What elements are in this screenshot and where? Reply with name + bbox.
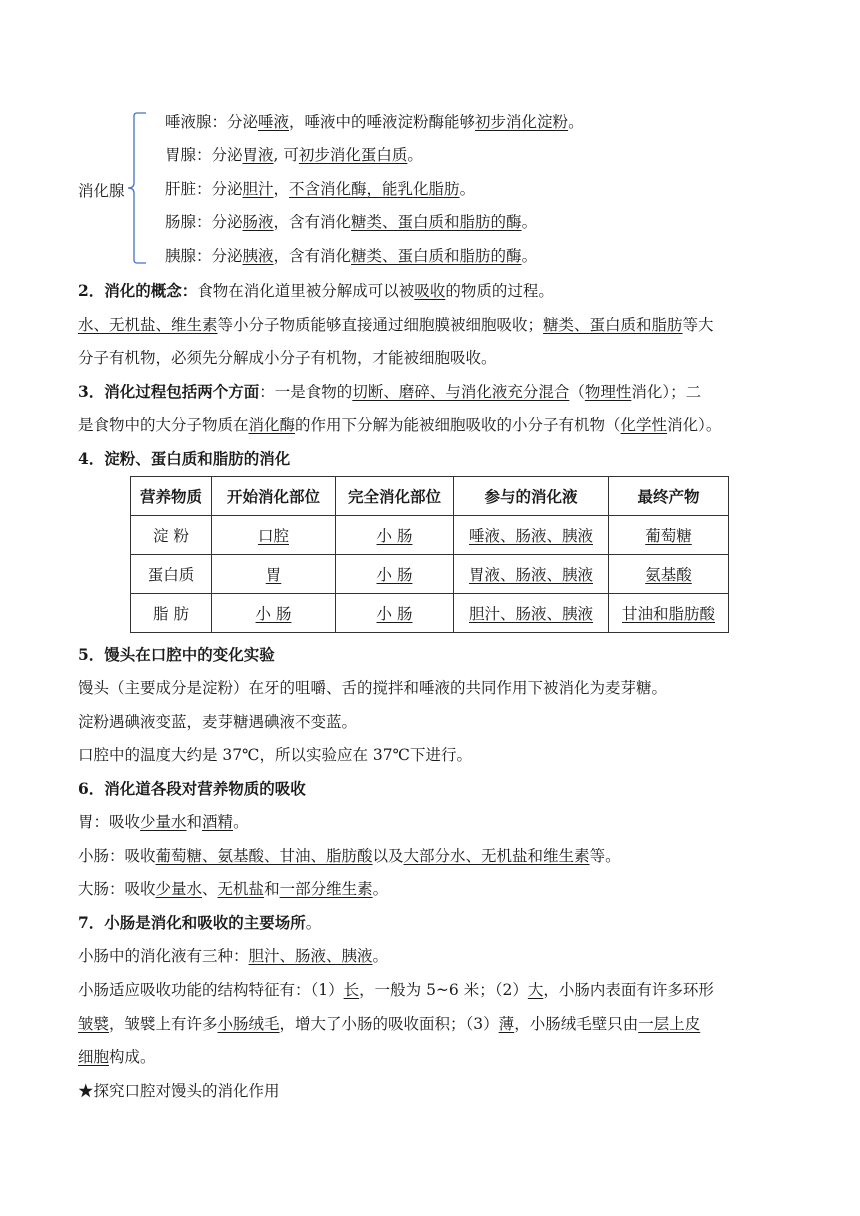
text-run: 胃：吸收 — [78, 813, 141, 831]
text-run: 肝脏：分泌 — [165, 180, 243, 198]
text-line — [78, 812, 249, 832]
underlined-answer: 大部分水、无机盐和维生素 — [403, 847, 590, 865]
text-run: 以及 — [372, 847, 404, 865]
text-run: 。 — [305, 914, 322, 932]
text-run: 是食物中的大分子物质在 — [78, 416, 249, 434]
text-run: ，增大了小肠的吸收面积；（3） — [279, 1015, 499, 1033]
text-run: 构成。 — [109, 1048, 156, 1066]
underlined-answer: 消化酶 — [248, 416, 296, 434]
gland-item — [165, 246, 537, 266]
text-run: 消化）。 — [667, 416, 722, 434]
text-run: 。 — [233, 813, 249, 831]
table-cell: 唾液、肠液、胰液 — [454, 516, 609, 555]
text-line — [78, 348, 497, 368]
underlined-answer: 糖类、蛋白质和脂肪的酶 — [351, 213, 522, 231]
text-run: 、 — [202, 880, 218, 898]
underlined-answer: 胆汁、肠液、胰液 — [248, 947, 373, 965]
table-row — [131, 594, 729, 633]
text-run: 6．消化道各段对营养物质的吸收 — [78, 779, 306, 798]
text-run: ★探究口腔对馒头的消化作用 — [78, 1082, 280, 1100]
text-run: 4．淀粉、蛋白质和脂肪的消化 — [78, 449, 291, 468]
gland-item — [165, 212, 537, 232]
table-header-row — [131, 477, 729, 516]
table-row — [131, 516, 729, 555]
underlined-answer: 少量水 — [140, 813, 187, 831]
text-line — [78, 645, 275, 665]
table-cell: 胃液、肠液、胰液 — [454, 555, 609, 594]
table-cell: 淀 粉 — [131, 516, 212, 555]
underlined-answer: 唾液 — [258, 113, 290, 131]
text-run: 等小分子物质能够直接通过细胞膜被细胞吸收； — [217, 316, 544, 334]
text-line — [78, 1014, 700, 1034]
underlined-answer: 不含消化酶，能乳化脂肪 — [289, 180, 460, 198]
text-run: ，小肠绒毛壁只由 — [514, 1015, 639, 1033]
table-header: 参与的消化液 — [454, 477, 609, 516]
table-cell: 氨基酸 — [609, 555, 729, 594]
underlined-answer: 糖类、蛋白质和脂肪 — [543, 316, 683, 334]
underlined-answer: 初步消化蛋白质 — [298, 146, 408, 164]
text-run: 。 — [459, 180, 476, 198]
text-run: 等大 — [682, 316, 714, 334]
text-run: ，小肠内表面有许多环形 — [543, 981, 714, 999]
text-run: 分子有机物，必须先分解成小分子有机物，才能被细胞吸收。 — [78, 349, 497, 367]
text-line — [78, 879, 388, 899]
underlined-answer: 一层上皮 — [638, 1015, 701, 1033]
underlined-answer: 葡萄糖、氨基酸、甘油、脂肪酸 — [155, 847, 373, 865]
text-run: 小肠适应吸收功能的结构特征有：（1） — [78, 981, 344, 999]
text-line — [78, 1047, 156, 1067]
underlined-answer: 少量水 — [155, 880, 203, 898]
text-run: 。 — [521, 247, 538, 265]
brace-icon — [126, 111, 150, 265]
text-line — [78, 980, 714, 1000]
text-run: ， — [273, 180, 290, 198]
text-line — [78, 315, 714, 335]
text-run: , 可 — [273, 146, 299, 164]
gland-item — [165, 179, 475, 199]
text-line — [78, 449, 290, 469]
table-cell: 口腔 — [212, 516, 336, 555]
text-run: 的作用下分解为能被细胞吸收的小分子有机物（ — [295, 416, 621, 434]
text-run: 。 — [521, 213, 538, 231]
table-cell: 小 肠 — [212, 594, 336, 633]
underlined-answer: 一部分维生素 — [279, 880, 373, 898]
text-run: 食物在消化道里被分解成可以被 — [197, 282, 415, 300]
text-run: 等。 — [589, 847, 621, 865]
underlined-answer: 胃液 — [242, 146, 274, 164]
text-run: 和 — [186, 813, 203, 831]
text-run: 胰腺：分泌 — [165, 247, 243, 265]
text-line — [78, 779, 306, 799]
underlined-answer: 吸收 — [414, 282, 446, 300]
text-line — [78, 846, 621, 866]
text-run: 馒头（主要成分是淀粉）在牙的咀嚼、舌的搅拌和唾液的共同作用下被消化为麦芽糖。 — [78, 679, 668, 697]
text-run: 消化）；二 — [631, 383, 702, 401]
table-cell: 脂 肪 — [131, 594, 212, 633]
underlined-answer: 皱襞 — [78, 1015, 110, 1033]
text-run: 。 — [407, 146, 423, 164]
underlined-answer: 小肠绒毛 — [217, 1015, 280, 1033]
text-run: 口腔中的温度大约是 37℃，所以实验应在 37℃下进行。 — [78, 746, 472, 764]
text-run: ，一般为 5~6 米；（2） — [359, 981, 528, 999]
table-cell: 胆汁、肠液、胰液 — [454, 594, 609, 633]
underlined-answer: 初步消化淀粉 — [475, 113, 569, 131]
text-line — [78, 382, 701, 402]
text-run: 和 — [264, 880, 280, 898]
text-run: ：一是食物的 — [259, 383, 353, 401]
text-run: 。 — [372, 947, 389, 965]
text-run: 小肠中的消化液有三种： — [78, 947, 249, 965]
text-run: 。 — [372, 880, 389, 898]
text-run: 3．消化过程包括两个方面 — [78, 382, 260, 401]
table-cell: 甘油和脂肪酸 — [609, 594, 729, 633]
table-cell: 胃 — [212, 555, 336, 594]
text-run: 大肠：吸收 — [78, 880, 156, 898]
gland-item — [165, 145, 423, 165]
underlined-answer: 胰液 — [242, 247, 274, 265]
underlined-answer: 薄 — [498, 1015, 515, 1033]
text-run: 肠腺：分泌 — [165, 213, 243, 231]
table-cell: 葡萄糖 — [609, 516, 729, 555]
text-line — [78, 415, 721, 435]
text-run: 淀粉遇碘液变蓝，麦芽糖遇碘液不变蓝。 — [78, 713, 358, 731]
text-run: 的物质的过程。 — [445, 282, 554, 300]
text-line — [78, 745, 472, 765]
underlined-answer: 长 — [343, 981, 360, 999]
text-run: ，皱襞上有许多 — [109, 1015, 218, 1033]
text-run: 胃腺：分泌 — [165, 146, 243, 164]
table-header: 完全消化部位 — [336, 477, 454, 516]
underlined-answer: 细胞 — [78, 1048, 110, 1066]
text-line — [78, 913, 321, 933]
table-header: 最终产物 — [609, 477, 729, 516]
text-run: 7．小肠是消化和吸收的主要场所 — [78, 913, 306, 932]
table-header: 营养物质 — [131, 477, 212, 516]
text-line — [78, 281, 554, 301]
text-run: ，唾液中的唾液淀粉酶能够 — [289, 113, 476, 131]
table-cell: 蛋白质 — [131, 555, 212, 594]
text-line — [78, 946, 388, 966]
gland-item — [165, 112, 584, 132]
underlined-answer: 大 — [527, 981, 544, 999]
text-run: 2．消化的概念： — [78, 281, 198, 300]
table-cell: 小 肠 — [336, 516, 454, 555]
underlined-answer: 水、无机盐、维生素 — [78, 316, 218, 334]
underlined-answer: 酒精 — [202, 813, 234, 831]
table-header: 开始消化部位 — [212, 477, 336, 516]
underlined-answer: 化学性 — [620, 416, 668, 434]
underlined-answer: 胆汁 — [242, 180, 274, 198]
underlined-answer: 无机盐 — [217, 880, 265, 898]
text-run: 小肠：吸收 — [78, 847, 156, 865]
text-run: 5．馒头在口腔中的变化实验 — [78, 645, 275, 664]
table-cell: 小 肠 — [336, 594, 454, 633]
underlined-answer: 物理性 — [584, 383, 632, 401]
text-line — [78, 712, 357, 732]
table-row — [131, 555, 729, 594]
text-run: 。 — [568, 113, 584, 131]
text-run: ，含有消化 — [273, 247, 352, 265]
underlined-answer: 切断、磨碎、与消化液充分混合 — [352, 383, 570, 401]
text-run: 唾液腺：分泌 — [165, 113, 259, 131]
table-cell: 小 肠 — [336, 555, 454, 594]
digestion-table — [130, 476, 729, 633]
digestive-gland-label: 消化腺 — [78, 182, 125, 200]
text-run: ，含有消化 — [273, 213, 352, 231]
underlined-answer: 糖类、蛋白质和脂肪的酶 — [351, 247, 522, 265]
text-line — [78, 678, 667, 698]
text-run: （ — [569, 383, 585, 401]
text-line — [78, 1081, 280, 1101]
underlined-answer: 肠液 — [242, 213, 274, 231]
